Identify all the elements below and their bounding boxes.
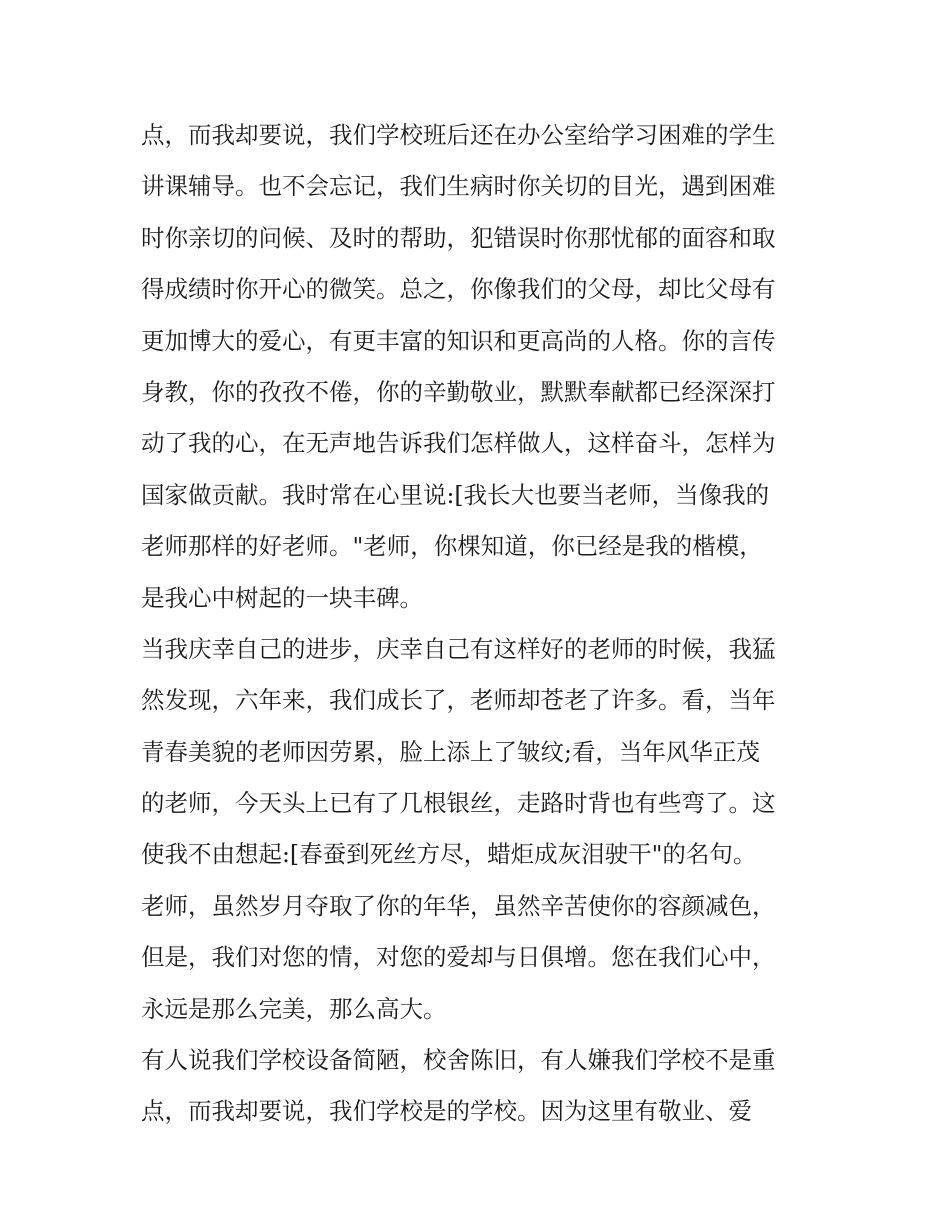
text-line: 得成绩时你开心的微笑。总之，你像我们的父母，却比父母有 bbox=[141, 275, 776, 304]
document-body bbox=[141, 110, 821, 1138]
text-line: 使我不由想起:[春蚕到死丝方尽，蜡炬成灰泪驶干"的名句。 bbox=[141, 840, 757, 869]
text-line: 点，而我却要说，我们学校班后还在办公室给学习困难的学生 bbox=[141, 121, 776, 149]
text-line: 动了我的心，在无声地告诉我们怎样做人，这样奋斗，怎样为 bbox=[141, 429, 776, 458]
text-line: 更加博大的爱心，有更丰富的知识和更高尚的人格。你的言传 bbox=[141, 326, 776, 355]
text-line: 是我心中树起的一块丰碑。 bbox=[141, 583, 423, 612]
text-line: 永远是那么完美，那么高大。 bbox=[141, 994, 447, 1023]
text-line: 国家做贡献。我时常在心里说:[我长大也要当老师，当像我的 bbox=[141, 480, 770, 509]
text-line: 老师，虽然岁月夺取了你的年华，虽然辛苦使你的容颜减色， bbox=[141, 891, 776, 920]
text-line: 然发现，六年来，我们成长了，老师却苍老了许多。看，当年 bbox=[141, 686, 776, 715]
text-line: 但是，我们对您的情，对您的爱却与日俱增。您在我们心中， bbox=[141, 943, 776, 972]
text-line: 老师那样的好老师。"老师，你棵知道，你已经是我的楷模， bbox=[141, 532, 763, 561]
text-line: 青春美貌的老师因劳累，脸上添上了皱纹;看，当年风华正茂 bbox=[141, 737, 760, 766]
text-line: 有人说我们学校设备简陋，校舍陈旧，有人嫌我们学校不是重 bbox=[141, 1046, 776, 1075]
text-line: 身教，你的孜孜不倦，你的辛勤敬业，默默奉献都已经深深打 bbox=[141, 377, 776, 406]
text-line: 点，而我却要说，我们学校是的学校。因为这里有敬业、爱 bbox=[141, 1097, 752, 1126]
text-line: 的老师，今天头上已有了几根银丝，走路时背也有些弯了。这 bbox=[141, 789, 776, 818]
text-line: 当我庆幸自己的进步，庆幸自己有这样好的老师的时候，我猛 bbox=[141, 634, 776, 663]
text-line: 讲课辅导。也不会忘记，我们生病时你关切的目光，遇到困难 bbox=[141, 172, 776, 201]
text-line: 时你亲切的问候、及时的帮助，犯错误时你那忧郁的面容和取 bbox=[141, 223, 776, 252]
